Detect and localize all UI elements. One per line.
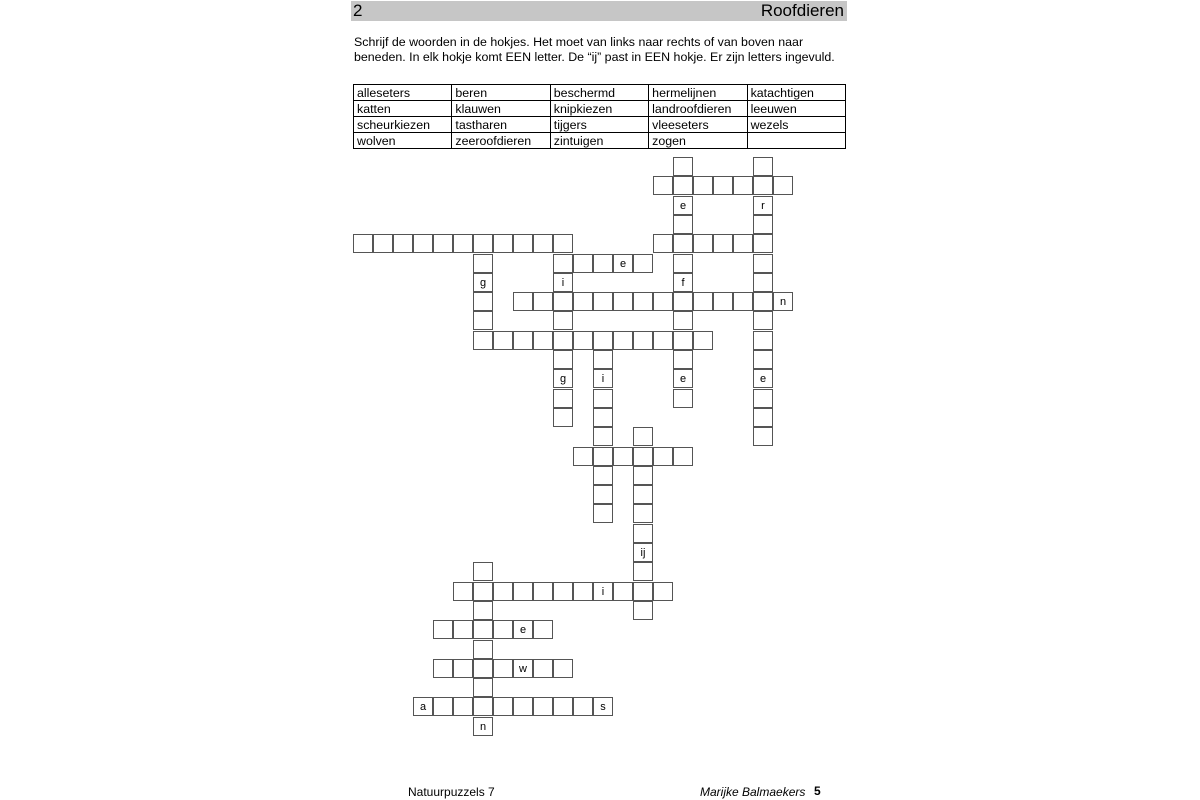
word-cell: leeuwen bbox=[747, 101, 845, 117]
word-cell: zogen bbox=[649, 133, 747, 149]
crossword-cell[interactable]: e bbox=[613, 254, 633, 273]
word-cell: zintuigen bbox=[550, 133, 648, 149]
crossword-cell[interactable] bbox=[493, 697, 513, 716]
crossword-cell[interactable] bbox=[573, 447, 593, 466]
word-cell: alleseters bbox=[354, 85, 452, 101]
word-cell: beren bbox=[452, 85, 550, 101]
crossword-cell[interactable] bbox=[593, 504, 613, 523]
crossword-cell[interactable] bbox=[753, 292, 773, 311]
crossword-cell[interactable]: a bbox=[413, 697, 433, 716]
footer-author: Marijke Balmaekers bbox=[700, 785, 806, 799]
crossword-cell[interactable] bbox=[373, 234, 393, 253]
crossword-cell[interactable] bbox=[553, 697, 573, 716]
page-header bbox=[351, 1, 847, 21]
crossword-cell[interactable]: r bbox=[753, 196, 773, 215]
crossword-cell[interactable] bbox=[513, 292, 533, 311]
crossword-cell[interactable] bbox=[553, 582, 573, 601]
crossword-cell[interactable] bbox=[733, 292, 753, 311]
crossword-cell[interactable] bbox=[693, 292, 713, 311]
crossword-cell[interactable] bbox=[493, 234, 513, 253]
crossword-cell[interactable] bbox=[653, 292, 673, 311]
crossword-cell[interactable] bbox=[633, 466, 653, 485]
word-cell: wezels bbox=[747, 117, 845, 133]
crossword-cell[interactable] bbox=[433, 234, 453, 253]
crossword-cell[interactable] bbox=[473, 640, 493, 659]
crossword-cell[interactable] bbox=[753, 427, 773, 446]
crossword-cell[interactable] bbox=[353, 234, 373, 253]
crossword-cell[interactable] bbox=[433, 697, 453, 716]
crossword-cell[interactable] bbox=[473, 659, 493, 678]
crossword-cell[interactable] bbox=[773, 176, 793, 195]
crossword-cell[interactable] bbox=[473, 601, 493, 620]
crossword-cell[interactable] bbox=[673, 254, 693, 273]
crossword-cell[interactable] bbox=[653, 176, 673, 195]
crossword-cell[interactable] bbox=[673, 389, 693, 408]
crossword-cell[interactable] bbox=[593, 447, 613, 466]
crossword-cell[interactable] bbox=[493, 582, 513, 601]
crossword-cell[interactable]: f bbox=[673, 273, 693, 292]
crossword-cell[interactable] bbox=[633, 447, 653, 466]
footer-page-number: 5 bbox=[814, 784, 821, 798]
crossword-cell[interactable] bbox=[753, 234, 773, 253]
crossword-cell[interactable] bbox=[453, 697, 473, 716]
crossword-cell[interactable] bbox=[533, 292, 553, 311]
crossword-cell[interactable] bbox=[633, 485, 653, 504]
crossword-cell[interactable] bbox=[653, 331, 673, 350]
crossword-cell[interactable] bbox=[413, 234, 433, 253]
crossword-cell[interactable] bbox=[593, 292, 613, 311]
crossword-cell[interactable] bbox=[493, 659, 513, 678]
crossword-cell[interactable] bbox=[613, 447, 633, 466]
word-cell: tastharen bbox=[452, 117, 550, 133]
crossword-cell[interactable] bbox=[693, 176, 713, 195]
crossword-cell[interactable] bbox=[673, 350, 693, 369]
crossword-cell[interactable] bbox=[533, 659, 553, 678]
crossword-cell[interactable] bbox=[473, 311, 493, 330]
crossword-cell[interactable] bbox=[553, 408, 573, 427]
crossword-cell[interactable] bbox=[753, 157, 773, 176]
crossword-cell[interactable] bbox=[613, 331, 633, 350]
crossword-cell[interactable] bbox=[633, 601, 653, 620]
crossword-cell[interactable] bbox=[753, 350, 773, 369]
crossword-cell[interactable] bbox=[553, 311, 573, 330]
crossword-cell[interactable] bbox=[753, 254, 773, 273]
crossword-cell[interactable] bbox=[453, 620, 473, 639]
crossword-cell[interactable] bbox=[633, 254, 653, 273]
crossword-cell[interactable] bbox=[573, 331, 593, 350]
crossword-cell[interactable] bbox=[533, 697, 553, 716]
crossword-cell[interactable] bbox=[473, 234, 493, 253]
word-cell: katachtigen bbox=[747, 85, 845, 101]
crossword-cell[interactable] bbox=[513, 582, 533, 601]
word-cell: landroofdieren bbox=[649, 101, 747, 117]
crossword-cell[interactable] bbox=[693, 234, 713, 253]
crossword-cell[interactable] bbox=[713, 292, 733, 311]
crossword-cell[interactable] bbox=[473, 254, 493, 273]
crossword-cell[interactable] bbox=[513, 331, 533, 350]
crossword-cell[interactable] bbox=[473, 620, 493, 639]
crossword-cell[interactable] bbox=[393, 234, 413, 253]
word-cell: wolven bbox=[354, 133, 452, 149]
crossword-cell[interactable] bbox=[613, 292, 633, 311]
crossword-cell[interactable]: ij bbox=[633, 543, 653, 562]
crossword-cell[interactable] bbox=[673, 311, 693, 330]
crossword-cell[interactable] bbox=[653, 582, 673, 601]
crossword-cell[interactable]: n bbox=[473, 717, 493, 736]
crossword-cell[interactable] bbox=[633, 427, 653, 446]
footer-book-title: Natuurpuzzels 7 bbox=[408, 785, 495, 799]
crossword-cell[interactable] bbox=[593, 254, 613, 273]
crossword-cell[interactable] bbox=[733, 176, 753, 195]
word-cell: knipkiezen bbox=[550, 101, 648, 117]
crossword-cell[interactable] bbox=[453, 234, 473, 253]
crossword-cell[interactable] bbox=[753, 331, 773, 350]
crossword-cell[interactable] bbox=[753, 176, 773, 195]
word-table-row bbox=[354, 101, 846, 117]
crossword-cell[interactable]: i bbox=[553, 273, 573, 292]
word-cell: katten bbox=[354, 101, 452, 117]
crossword-cell[interactable] bbox=[673, 331, 693, 350]
crossword-cell[interactable] bbox=[753, 215, 773, 234]
crossword-cell[interactable] bbox=[733, 234, 753, 253]
word-cell bbox=[747, 133, 845, 149]
crossword-cell[interactable] bbox=[593, 427, 613, 446]
crossword-cell[interactable] bbox=[633, 292, 653, 311]
crossword-cell[interactable] bbox=[573, 254, 593, 273]
crossword-cell[interactable] bbox=[533, 620, 553, 639]
crossword-cell[interactable] bbox=[633, 582, 653, 601]
crossword-cell[interactable]: i bbox=[593, 582, 613, 601]
crossword-cell[interactable] bbox=[593, 408, 613, 427]
crossword-cell[interactable] bbox=[533, 331, 553, 350]
crossword-cell[interactable] bbox=[553, 659, 573, 678]
crossword-cell[interactable] bbox=[553, 350, 573, 369]
word-cell: hermelijnen bbox=[649, 85, 747, 101]
word-table-row bbox=[354, 133, 846, 149]
word-cell: vleeseters bbox=[649, 117, 747, 133]
word-cell: scheurkiezen bbox=[354, 117, 452, 133]
crossword-cell[interactable] bbox=[493, 331, 513, 350]
crossword-cell[interactable] bbox=[673, 447, 693, 466]
crossword-cell[interactable] bbox=[453, 659, 473, 678]
crossword-cell[interactable] bbox=[473, 331, 493, 350]
word-cell: tijgers bbox=[550, 117, 648, 133]
crossword-cell[interactable] bbox=[573, 292, 593, 311]
crossword-cell[interactable] bbox=[593, 331, 613, 350]
crossword-cell[interactable]: i bbox=[593, 369, 613, 388]
crossword-cell[interactable]: e bbox=[673, 196, 693, 215]
word-table-row bbox=[354, 117, 846, 133]
crossword-cell[interactable] bbox=[553, 292, 573, 311]
crossword-cell[interactable] bbox=[593, 350, 613, 369]
crossword-cell[interactable] bbox=[633, 504, 653, 523]
crossword-cell[interactable] bbox=[453, 582, 473, 601]
crossword-cell[interactable] bbox=[673, 234, 693, 253]
crossword-cell[interactable] bbox=[573, 697, 593, 716]
crossword-cell[interactable]: n bbox=[773, 292, 793, 311]
crossword-cell[interactable] bbox=[593, 466, 613, 485]
crossword-cell[interactable] bbox=[653, 447, 673, 466]
word-cell: zeeroofdieren bbox=[452, 133, 550, 149]
crossword-cell[interactable] bbox=[673, 157, 693, 176]
crossword-cell[interactable]: e bbox=[673, 369, 693, 388]
crossword-cell[interactable] bbox=[553, 254, 573, 273]
crossword-cell[interactable] bbox=[753, 408, 773, 427]
crossword-cell[interactable] bbox=[753, 389, 773, 408]
crossword-cell[interactable] bbox=[713, 176, 733, 195]
crossword-cell[interactable]: e bbox=[753, 369, 773, 388]
crossword-cell[interactable] bbox=[473, 582, 493, 601]
crossword-cell[interactable] bbox=[693, 331, 713, 350]
instructions-text: Schrijf de woorden in de hokjes. Het moet van links naar rechts of van boven naar beneden. In elk hokje komt EEN letter. De “ij” past in EEN hokje. Er zijn letters ingevuld. bbox=[354, 35, 835, 64]
crossword-cell[interactable] bbox=[593, 485, 613, 504]
crossword-cell[interactable] bbox=[653, 234, 673, 253]
crossword-cell[interactable] bbox=[533, 234, 553, 253]
crossword-cell[interactable] bbox=[433, 659, 453, 678]
crossword-cell[interactable]: g bbox=[553, 369, 573, 388]
crossword-cell[interactable]: w bbox=[513, 659, 533, 678]
crossword-cell[interactable]: g bbox=[473, 273, 493, 292]
crossword-cell[interactable] bbox=[553, 234, 573, 253]
crossword-cell[interactable] bbox=[613, 582, 633, 601]
crossword-cell[interactable] bbox=[473, 697, 493, 716]
crossword-cell[interactable]: e bbox=[513, 620, 533, 639]
crossword-cell[interactable] bbox=[533, 582, 553, 601]
word-cell: beschermd bbox=[550, 85, 648, 101]
crossword-cell[interactable] bbox=[673, 292, 693, 311]
word-table-row bbox=[354, 85, 846, 101]
crossword-cell[interactable] bbox=[633, 562, 653, 581]
crossword-cell[interactable] bbox=[753, 273, 773, 292]
puzzle-title: Roofdieren bbox=[760, 1, 844, 20]
crossword-cell[interactable] bbox=[433, 620, 453, 639]
crossword-cell[interactable] bbox=[573, 582, 593, 601]
crossword-cell[interactable] bbox=[493, 620, 513, 639]
crossword-cell[interactable] bbox=[473, 562, 493, 581]
crossword-cell[interactable] bbox=[513, 234, 533, 253]
crossword-cell[interactable] bbox=[473, 678, 493, 697]
puzzle-number: 2 bbox=[353, 1, 363, 20]
crossword-cell[interactable] bbox=[593, 389, 613, 408]
crossword-cell[interactable] bbox=[673, 215, 693, 234]
crossword-cell[interactable] bbox=[473, 292, 493, 311]
crossword-cell[interactable] bbox=[713, 234, 733, 253]
crossword-cell[interactable]: s bbox=[593, 697, 613, 716]
crossword-cell[interactable] bbox=[753, 311, 773, 330]
crossword-cell[interactable] bbox=[513, 697, 533, 716]
crossword-cell[interactable] bbox=[633, 331, 653, 350]
word-cell: klauwen bbox=[452, 101, 550, 117]
word-list-table bbox=[353, 84, 846, 149]
crossword-cell[interactable] bbox=[553, 389, 573, 408]
crossword-cell[interactable] bbox=[673, 176, 693, 195]
crossword-cell[interactable] bbox=[553, 331, 573, 350]
crossword-cell[interactable] bbox=[633, 524, 653, 543]
